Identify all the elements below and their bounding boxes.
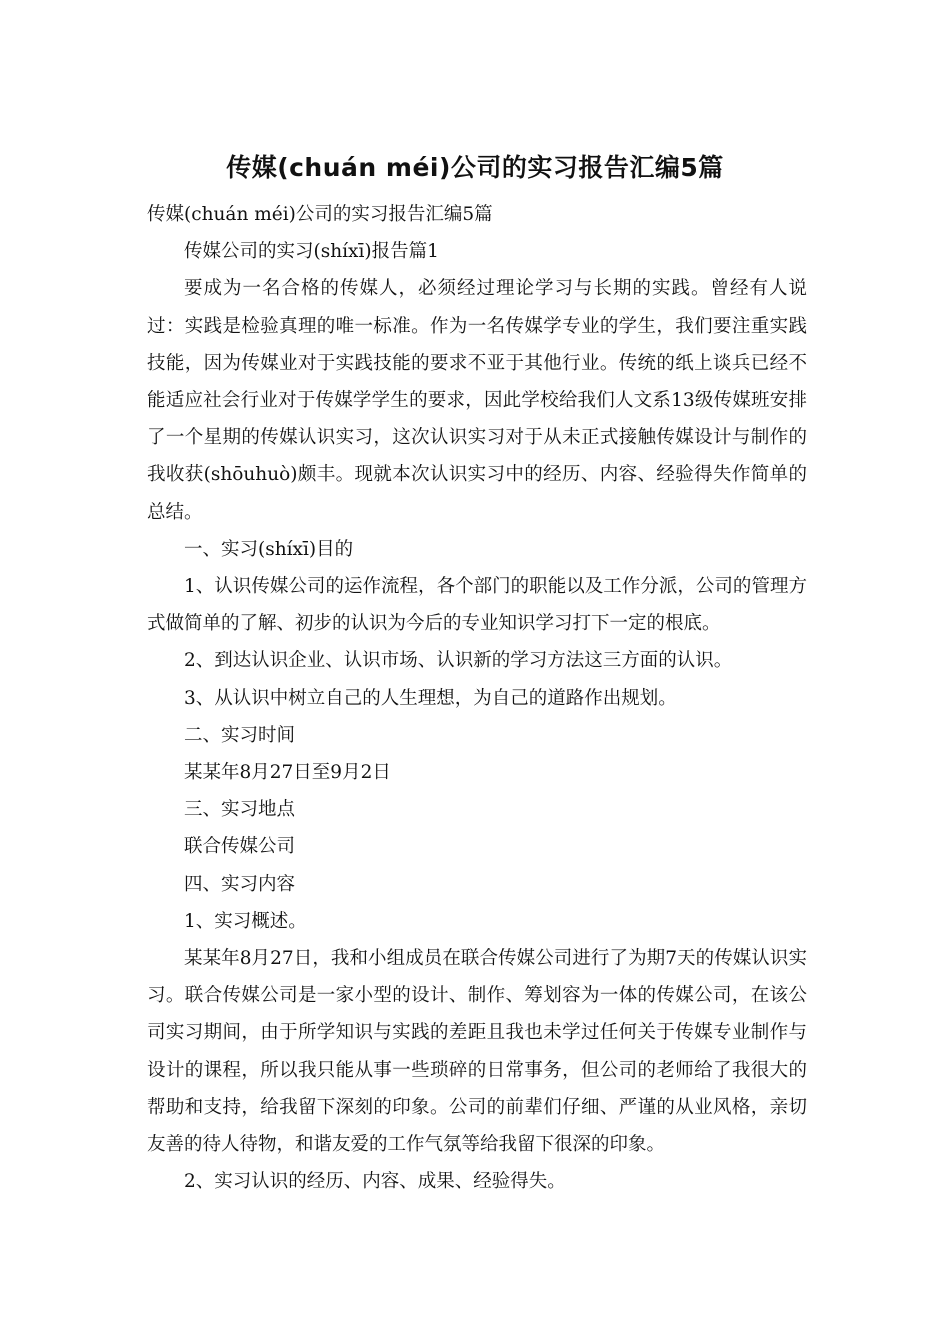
- location-value: 联合传媒公司: [184, 836, 296, 858]
- section-heading-report-1: 传媒公司的实习(shíxī)报告篇1: [184, 241, 439, 263]
- purpose-item-1: 1、认识传媒公司的运作流程，各个部门的职能以及工作分派，公司的管理方式做简单的了解、初步的认识为今后的专业知识学习打下一定的根底。: [147, 576, 807, 635]
- heading-time: 二、实习时间: [184, 724, 296, 746]
- heading-location: 三、实习地点: [184, 799, 296, 821]
- time-value: 某某年8月27日至9月2日: [184, 762, 391, 784]
- purpose-item-3: 3、从认识中树立自己的人生理想，为自己的道路作出规划。: [184, 687, 677, 709]
- overview-paragraph: 某某年8月27日，我和小组成员在联合传媒公司进行了为期7天的传媒认识实习。联合传媒公司是一家小型的设计、制作、筹划容为一体的传媒公司，在该公司实习期间，由于所学知识与实践的差距且我也未学过任何关于传媒专业制作与设计的课程，所以我只能从事一些琐碎的日常事务，但公司的老师给了我很大的帮助和支持，给我留下深刻的印象。公司的前辈们仔细、严谨的从业风格，亲切友善的待人待物，和谐友爱的工作气氛等给我留下很深的印象。: [147, 948, 807, 1156]
- content-item-1: 1、实习概述。: [184, 910, 307, 932]
- subtitle-line: 传媒(chuán méi)公司的实习报告汇编5篇: [147, 204, 493, 225]
- document-body: [147, 196, 807, 1200]
- purpose-item-2: 2、到达认识企业、认识市场、认识新的学习方法这三方面的认识。: [184, 650, 733, 672]
- document-title: 传媒(chuán méi)公司的实习报告汇编5篇: [226, 153, 724, 182]
- intro-paragraph: 要成为一名合格的传媒人，必须经过理论学习与长期的实践。曾经有人说过：实践是检验真理的唯一标准。作为一名传媒学专业的学生，我们要注重实践技能，因为传媒业对于实践技能的要求不亚于其他行业。传统的纸上谈兵已经不能适应社会行业对于传媒学学生的要求，因此学校给我们人文系13级传媒班安排了一个星期的传媒认识实习，这次认识实习对于从未正式接触传媒设计与制作的我收获(shōuhuò)颇丰。现就本次认识实习中的经历、内容、经验得失作简单的总结。: [147, 278, 807, 523]
- heading-purpose: 一、实习(shíxī)目的: [184, 538, 354, 560]
- heading-content: 四、实习内容: [184, 873, 296, 895]
- content-item-2: 2、实习认识的经历、内容、成果、经验得失。: [184, 1171, 566, 1193]
